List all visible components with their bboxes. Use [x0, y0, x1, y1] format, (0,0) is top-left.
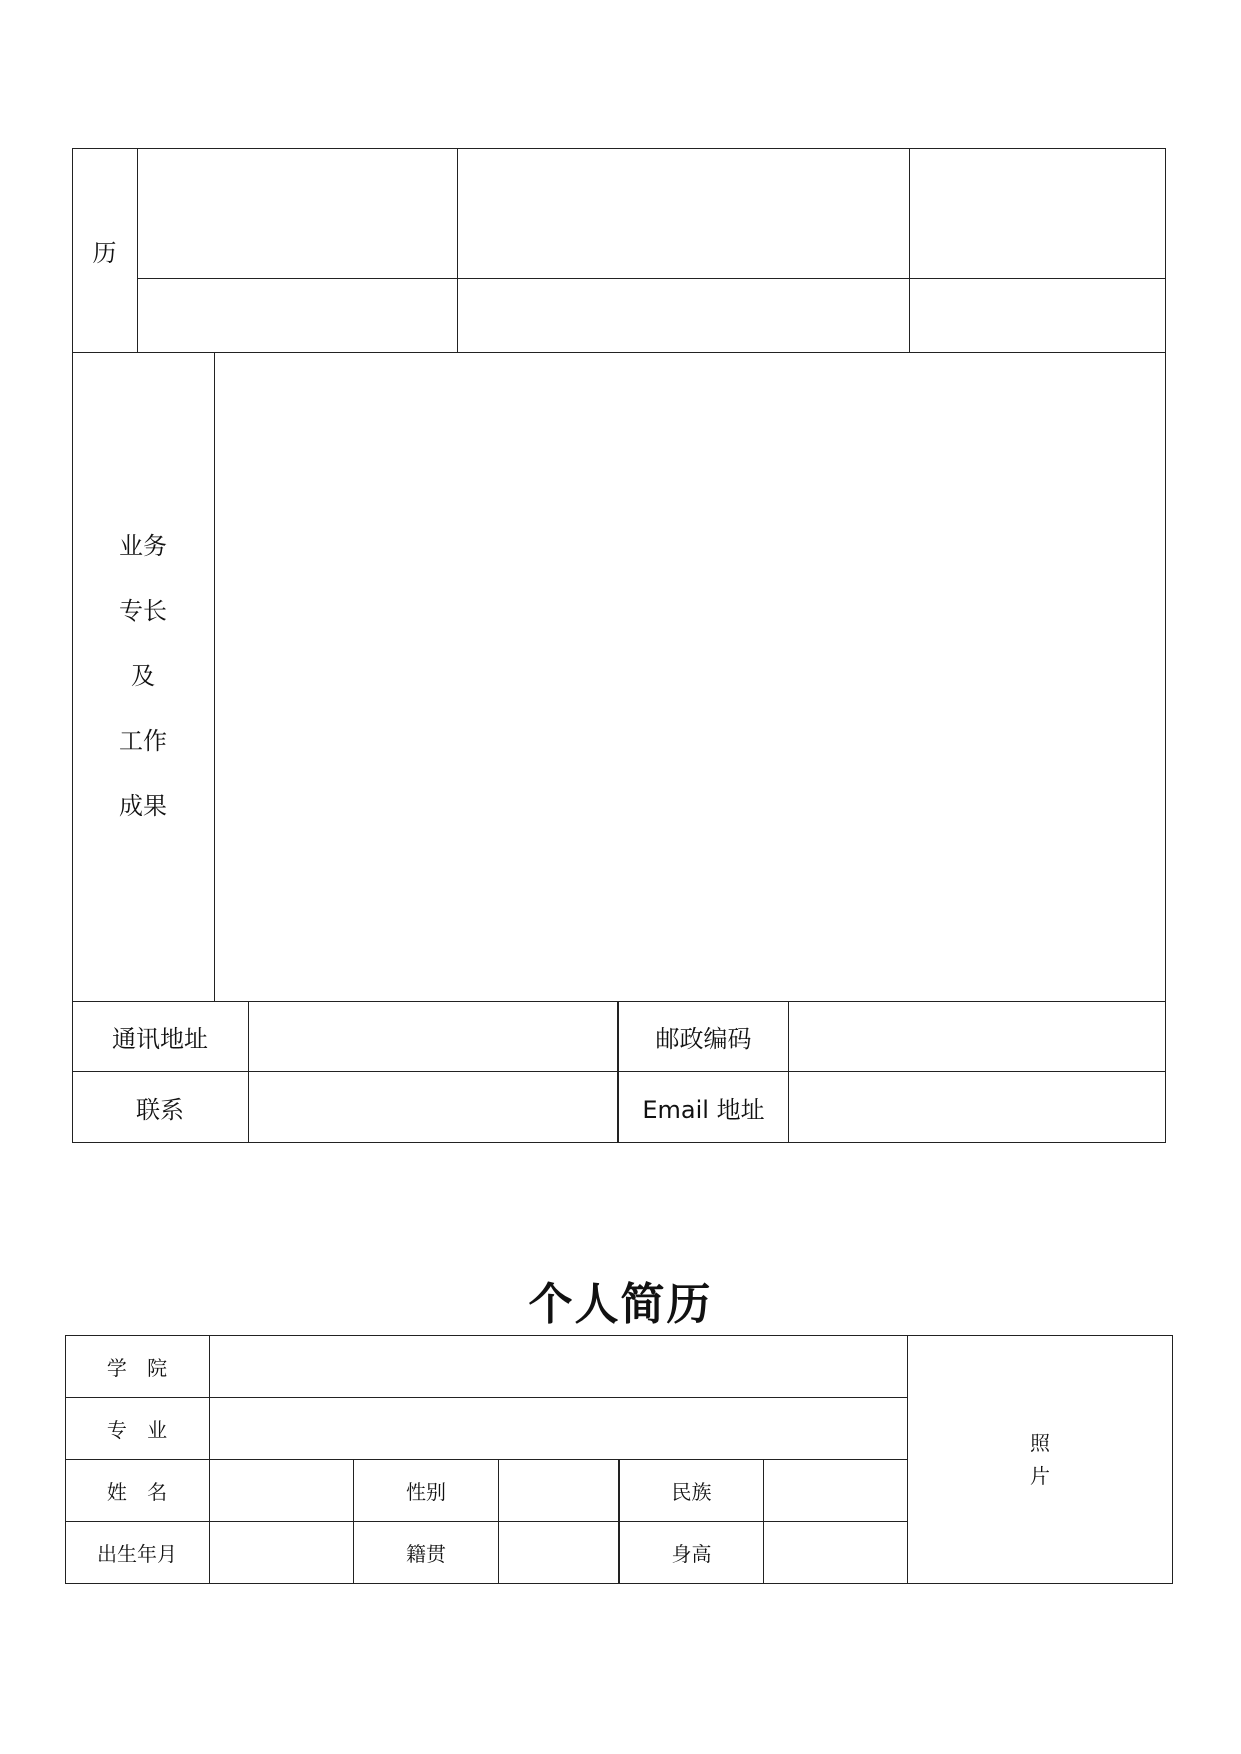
- history-school-cell[interactable]: [458, 279, 909, 352]
- height-value-cell[interactable]: [764, 1522, 907, 1583]
- gender-label: 性别: [406, 1479, 446, 1504]
- gender-value-cell[interactable]: [499, 1460, 618, 1521]
- major-label: 专 业: [106, 1417, 168, 1442]
- college-label: 学 院: [106, 1355, 168, 1380]
- skills-label: [72, 352, 214, 1001]
- height-label: 身高: [671, 1542, 712, 1566]
- ethnicity-value-cell[interactable]: [764, 1460, 907, 1521]
- college-value-cell[interactable]: [210, 1336, 907, 1397]
- email-label: Email 地址: [642, 1095, 765, 1124]
- ethnicity-label: 民族: [671, 1479, 712, 1504]
- history-label: 历: [92, 238, 117, 267]
- history-degree-cell[interactable]: [910, 149, 1165, 278]
- email-value-cell[interactable]: [789, 1072, 1165, 1142]
- address-value-cell[interactable]: [249, 1002, 617, 1071]
- contact-value-cell[interactable]: [249, 1072, 617, 1142]
- history-school-cell[interactable]: [458, 149, 909, 278]
- history-degree-cell[interactable]: [910, 279, 1165, 352]
- postcode-value-cell[interactable]: [789, 1002, 1165, 1071]
- name-value-cell[interactable]: [210, 1460, 353, 1521]
- address-label: 通讯地址: [112, 1024, 208, 1053]
- photo-label-line: 照: [1030, 1430, 1050, 1455]
- history-period-cell[interactable]: [138, 149, 457, 278]
- skills-label-line: 专长: [119, 597, 167, 625]
- skills-label-line: 及: [131, 662, 155, 690]
- page-title: 个人简历: [528, 1279, 713, 1330]
- postcode-label: 邮政编码: [655, 1024, 752, 1053]
- skills-content-cell[interactable]: [215, 353, 1165, 1001]
- birth-label: 出生年月: [97, 1542, 177, 1566]
- skills-label-line: 业务: [119, 532, 167, 560]
- photo-cell[interactable]: [908, 1336, 1172, 1583]
- hometown-label: 籍贯: [406, 1542, 446, 1566]
- photo-label-line: 片: [1030, 1463, 1050, 1488]
- birth-value-cell[interactable]: [210, 1522, 353, 1583]
- major-value-cell[interactable]: [210, 1398, 907, 1459]
- contact-label: 联系: [136, 1095, 184, 1124]
- skills-label-line: 成果: [119, 792, 167, 820]
- name-label: 姓 名: [106, 1479, 168, 1504]
- hometown-value-cell[interactable]: [499, 1522, 618, 1583]
- history-period-cell[interactable]: [138, 279, 457, 352]
- skills-label-line: 工作: [119, 727, 167, 755]
